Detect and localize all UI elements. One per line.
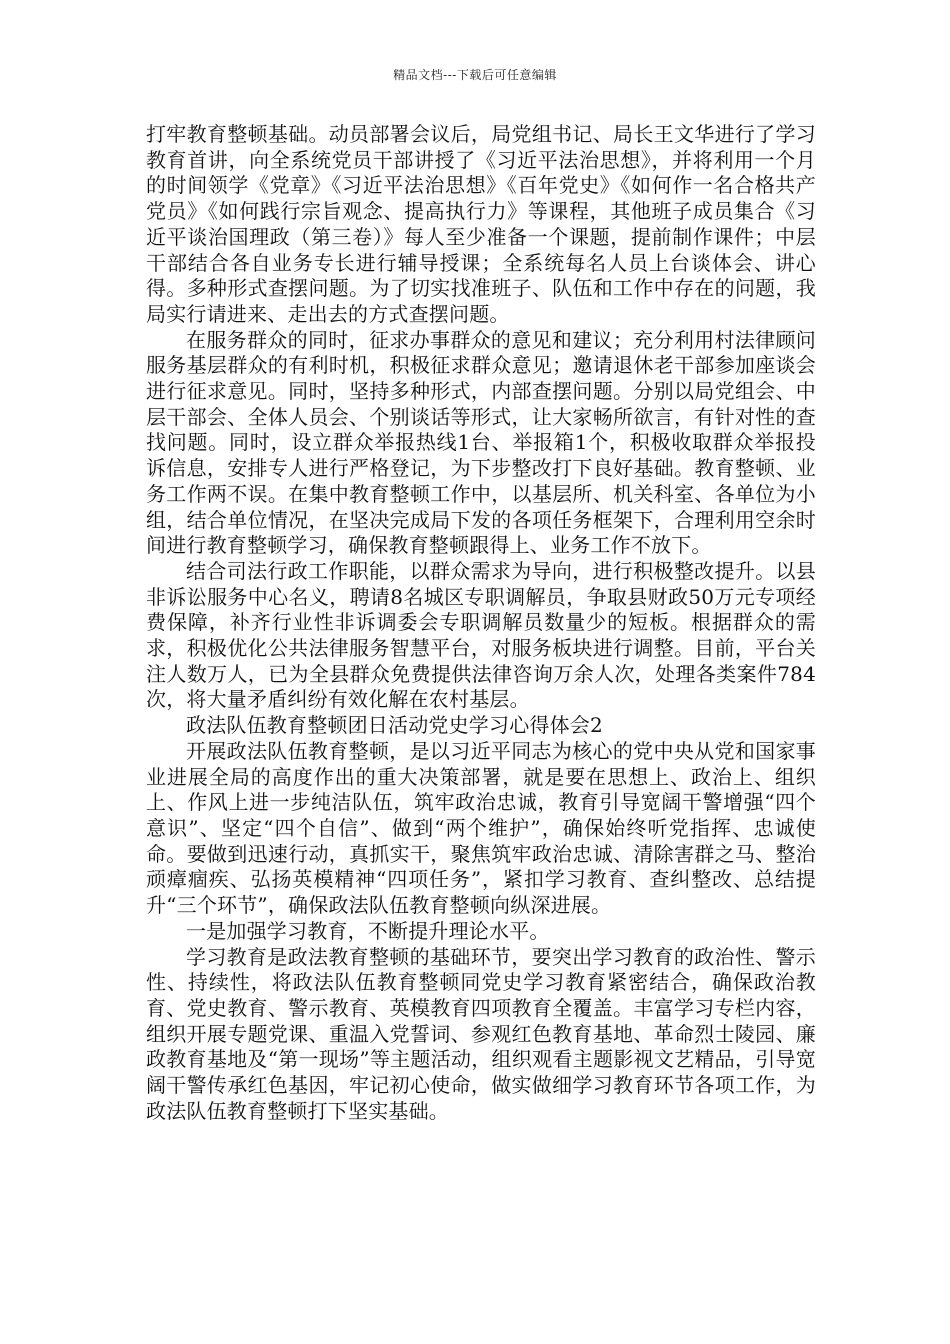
paragraph-1: 打牢教育整顿基础。动员部署会议后，局党组书记、局长王文华进行了学习教育首讲，向全系统党员干部讲授了《习近平法治思想》，并将利用一个月的时间领学《党章》《习近平法治思想》《百年党史》《如何作一名合格共产党员》《如何践行宗旨观念、提高执行力》等课程，其他班子成员集合《习近平谈治国理政（第三卷）》每人至少准备一个课题，提前制作课件；中层干部结合各自业务专长进行辅导授课；全系统每名人员上台谈体会、讲心得。多种形式查摆问题。为了切实找准班子、队伍和工作中存在的问题，我局实行请进来、走出去的方式查摆问题。 [146, 122, 816, 326]
section-title: 政法队伍教育整顿团日活动党史学习心得体会2 [186, 713, 603, 738]
paragraph-2: 在服务群众的同时，征求办事群众的意见和建议；充分利用村法律顾问服务基层群众的有利时机，积极征求群众意见；邀请退休老干部参加座谈会进行征求意见。同时，坚持多种形式，内部查摆问题。分别以局党组会、中层干部会、全体人员会、个别谈话等形式，让大家畅所欲言，有针对性的查找问题。同时，设立群众举报热线1台、举报箱1个，积极收取群众举报投诉信息，安排专人进行严格登记，为下步整改打下良好基础。教育整顿、业务工作两不误。在集中教育整顿工作中，以基层所、机关科室、各单位为小组，结合单位情况，在坚决完成局下发的各项任务框架下，合理利用空余时间进行教育整顿学习，确保教育整顿跟得上、业务工作不放下。 [146, 327, 816, 558]
page-header: 精品文档---下载后可任意编辑 [393, 68, 557, 82]
subheading-1: 一是加强学习教育，不断提升理论水平。 [186, 918, 550, 943]
paragraph-3: 结合司法行政工作职能，以群众需求为导向，进行积极整改提升。以县非诉讼服务中心名义，聘请8名城区专职调解员，争取县财政50万元专项经费保障，补齐行业性非诉调委会专职调解员数量少的短板。根据群众的需求，积极优化公共法律服务智慧平台，对服务板块进行调整。目前，平台关注人数万人，已为全县群众免费提供法律咨询万余人次，处理各类案件784次，将大量矛盾纠纷有效化解在农村基层。 [146, 558, 816, 712]
paragraph-5: 学习教育是政法教育整顿的基础环节，要突出学习教育的政治性、警示性、持续性，将政法队伍教育整顿同党史学习教育紧密结合，确保政治教育、党史教育、警示教育、英模教育四项教育全覆盖。丰富学习专栏内容，组织开展专题党课、重温入党誓词、参观红色教育基地、革命烈士陵园、廉政教育基地及“第一现场”等主题活动，组织观看主题影视文艺精品，引导宽阔干警传承红色基因，牢记初心使命，做实做细学习教育环节各项工作，为政法队伍教育整顿打下坚实基础。 [146, 944, 816, 1123]
document-body [146, 122, 816, 1124]
paragraph-4: 开展政法队伍教育整顿，是以习近平同志为核心的党中央从党和国家事业进展全局的高度作出的重大决策部署，就是要在思想上、政治上、组织上、作风上进一步纯洁队伍，筑牢政治忠诚，教育引导宽阔干警增强“四个意识”、坚定“四个自信”、做到“两个维护”，确保始终听党指挥、忠诚使命。要做到迅速行动，真抓实干，聚焦筑牢政治忠诚、清除害群之马、整治顽瘴痼疾、弘扬英模精神“四项任务”，紧扣学习教育、查纠整改、总结提升“三个环节”，确保政法队伍教育整顿向纵深进展。 [146, 738, 816, 918]
